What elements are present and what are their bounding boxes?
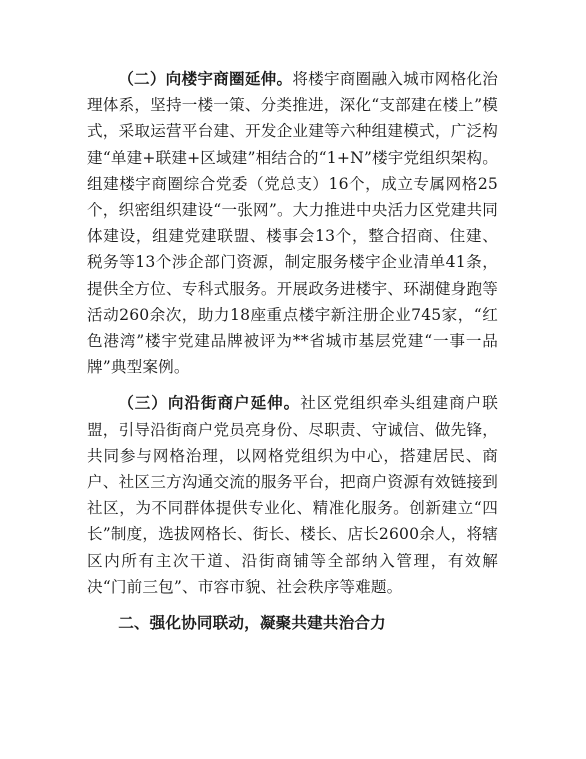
- paragraph-lead: （三）向沿街商户延伸。: [118, 393, 301, 413]
- paragraph-street-merchants: [87, 390, 498, 600]
- paragraph-lead: （二）向楼宇商圈延伸。: [118, 69, 293, 88]
- paragraph-body: 将楼宇商圈融入城市网格化治理体系，坚持一楼一策、分类推进，深化“支部建在楼上”模式，采取运营平台建、开发企业建等六种组建模式，广泛构建“单建+联建+区域建”相结合的“1+N”楼宇党组织架构。组建楼宇商圈综合党委（党总支）16个，成立专属网格25个，织密组织建设“一张网”。大力推进中央活力区党建共同体建设，组建党建联盟、楼事会13个，整合招商、住建、税务等13个涉企部门资源，制定服务楼宇企业清单41条，提供全方位、专科式服务。开展政务进楼宇、环湖健身跑等活动260余次，助力18座重点楼宇新注册企业745家，“红色港湾”楼宇党建品牌被评为**省城市基层党建“一事一品牌”典型案例。: [87, 70, 499, 377]
- document-page: [87, 66, 498, 636]
- section-heading: 二、强化协同联动，凝聚共建共治合力: [118, 613, 386, 633]
- paragraph-body: 社区党组织牵头组建商户联盟，引导沿街商户党员亮身份、尽职责、守诚信、做先锋，共同参与网格治理，以网格党组织为中心，搭建居民、商户、社区三方沟通交流的服务平台，把商户资源有效链接到社区，为不同群体提供专业化、精准化服务。创新建立“四长”制度，选拔网格长、街长、楼长、店长2600余人，将辖区内所有主次干道、沿街商铺等全部纳入管理，有效解决“门前三包”、市容市貌、社会秩序等难题。: [87, 394, 498, 596]
- paragraph-building-business-district: [87, 66, 498, 380]
